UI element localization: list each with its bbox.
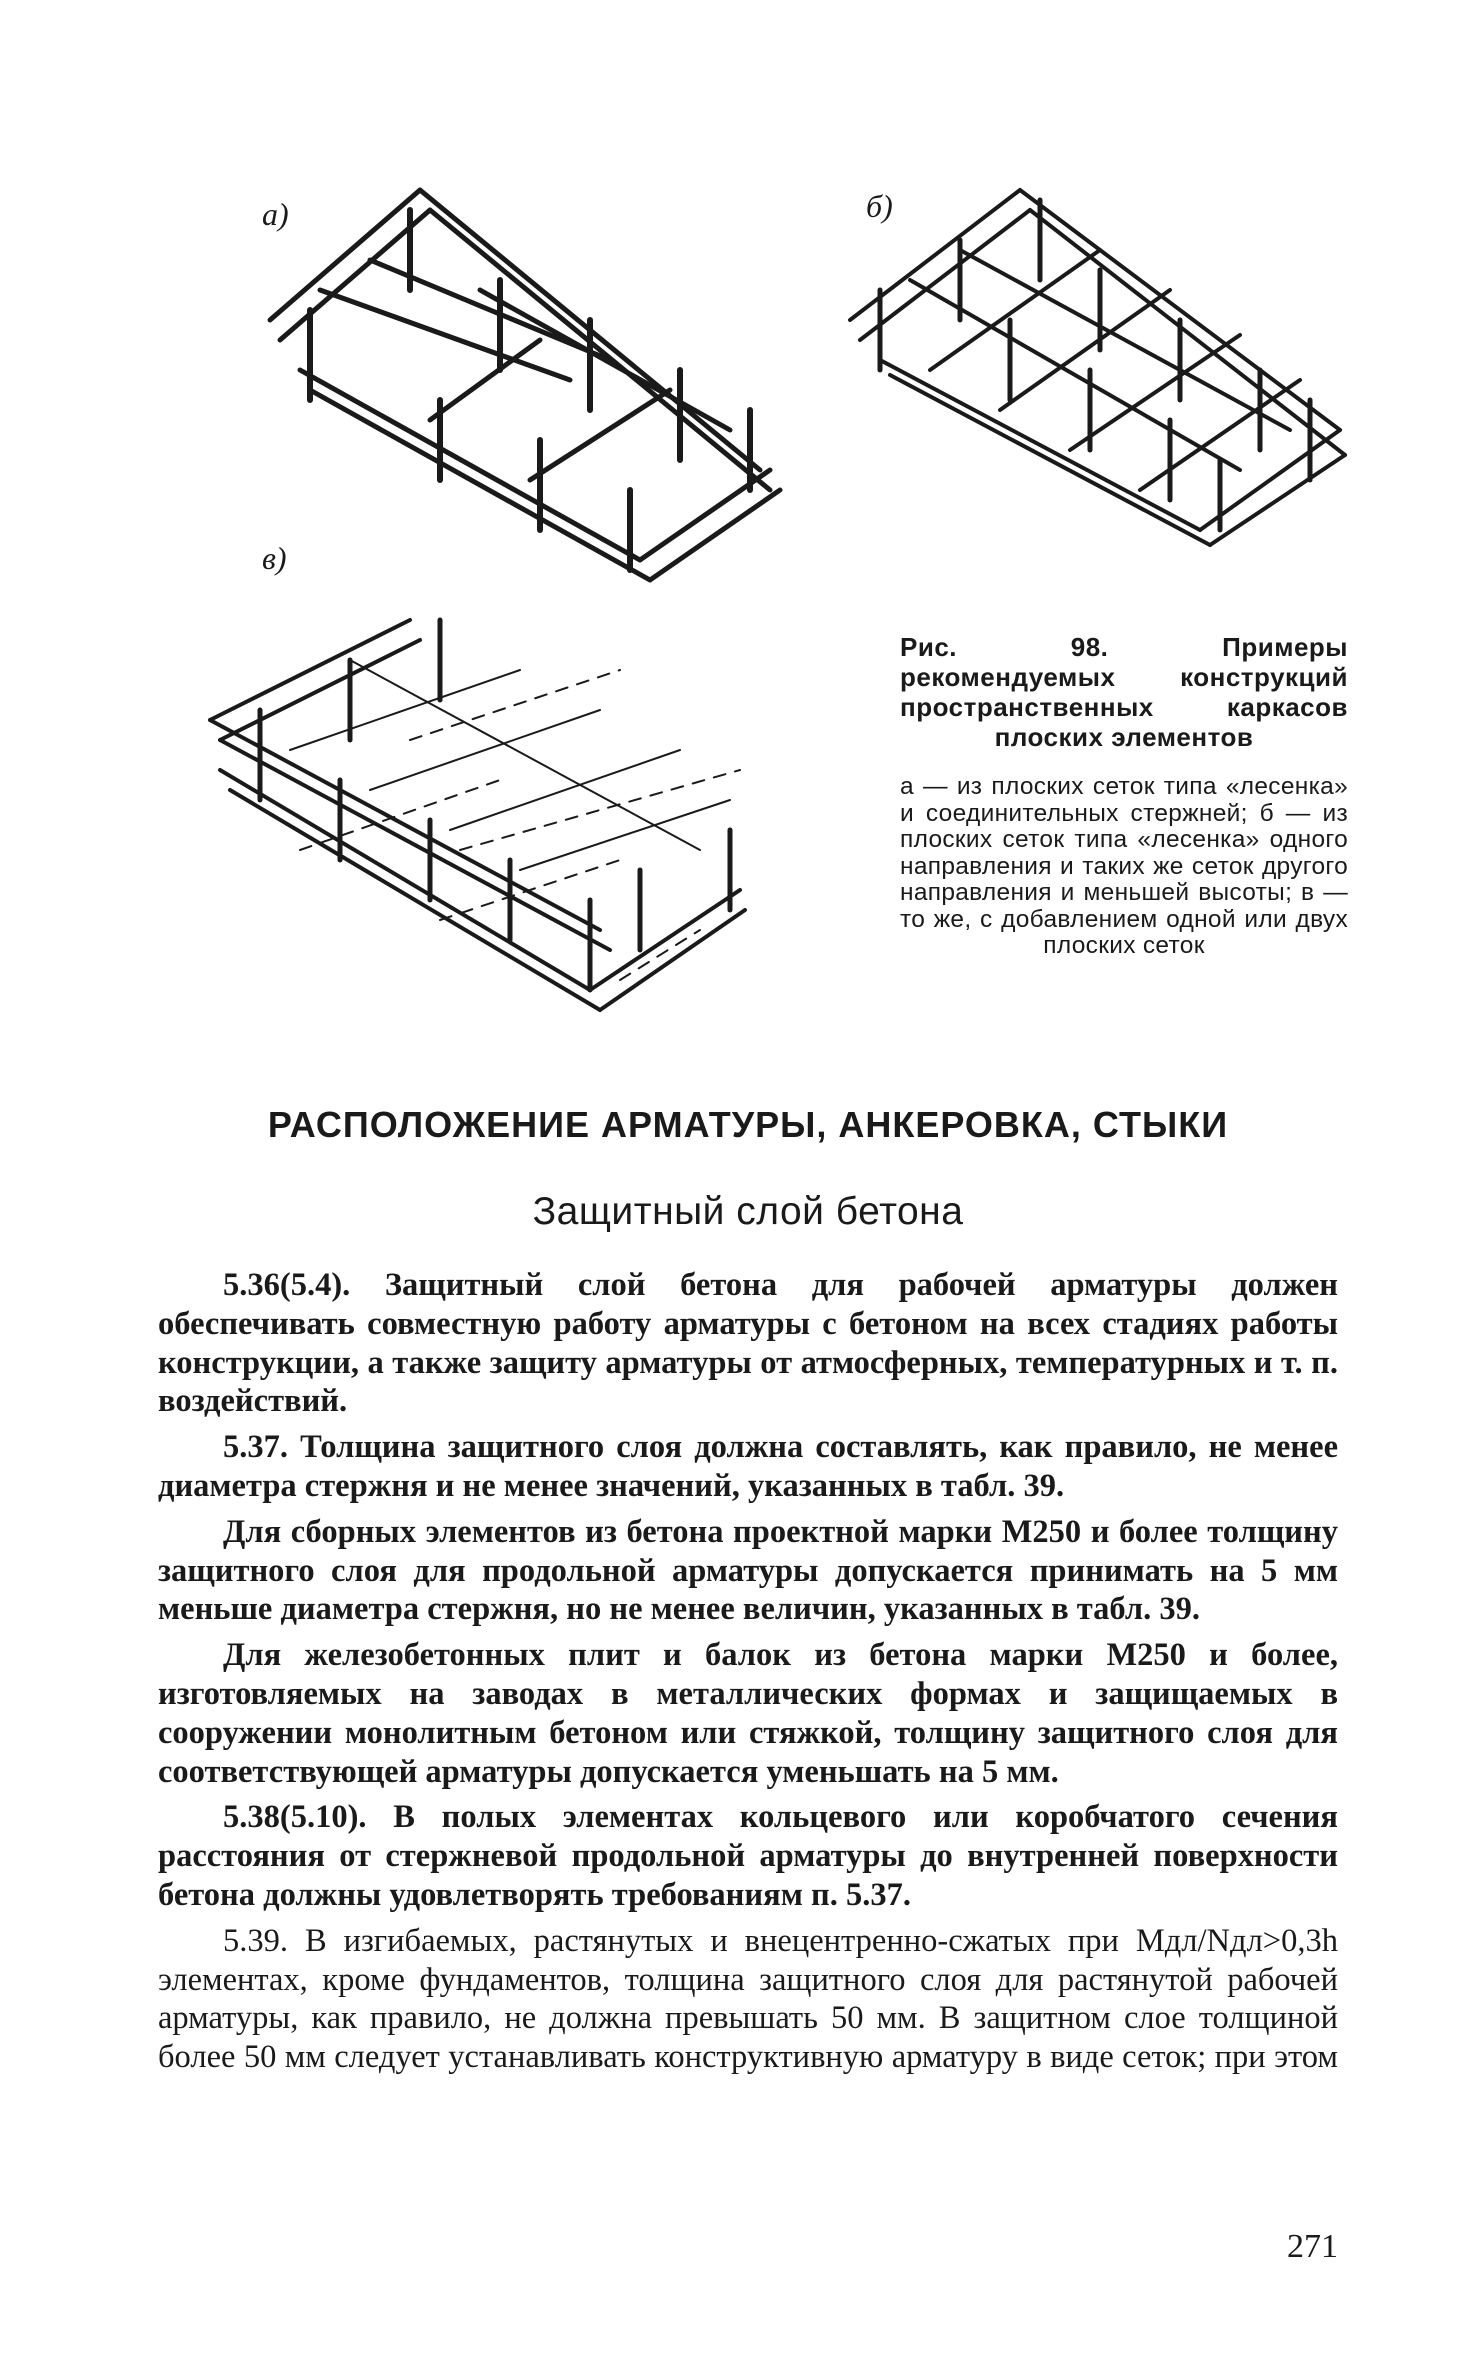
figure-label-c: в): [262, 540, 287, 576]
figure-label-b: б): [866, 188, 893, 224]
paragraph-5-36: 5.36(5.4). Защитный слой бетона для рабочей арматуры должен обеспечивать совместную работу арматуры с бетоном на всех стадиях работы конструкции, а также защиту арматуры от атмосферных, температурных и т. п. воздействий.: [158, 1267, 1338, 1420]
body-text: [158, 1266, 1338, 2084]
paragraph-5-37: 5.37. Толщина защитного слоя должна составлять, как правило, не менее диаметра стержня и не менее значений, указанных в табл. 39.: [158, 1429, 1338, 1504]
paragraph-prefab-elements: Для сборных элементов из бетона проектной марки М250 и более толщину защитного слоя для продольной арматуры допускается принимать на 5 мм меньше диаметра стержня, но не менее величин, указанных в табл. 39.: [158, 1513, 1338, 1628]
paragraph-5-39: 5.39. В изгибаемых, растянутых и внецентренно-сжатых при Mдл/Nдл>0,3h элементах, кроме фундаментов, толщина защитного слоя для растянутой рабочей арматуры, как правило, не должна превышать 50 мм. В защитном слое толщиной более 50 мм следует устанавливать конструктивную арматуру в виде сеток; при этом: [158, 1922, 1338, 2076]
figure-caption-title: Рис. 98. Примеры рекомендуемых конструкций пространственных каркасов плоских элементов: [900, 632, 1348, 752]
reinforcement-cage-drawing-b: [840, 170, 1350, 550]
section-heading: РАСПОЛОЖЕНИЕ АРМАТУРЫ, АНКЕРОВКА, СТЫКИ: [267, 1104, 1229, 1145]
figure-caption-body: а — из плоских сеток типа «лесенка» и соединительных стержней; б — из плоских сеток типа «лесенка» одного направления и таких же сеток другого направления и меньшей высоты; в — то же, с добавлением одной или двух плоских сеток: [900, 773, 1348, 959]
figure-label-a: а): [262, 196, 289, 232]
page-number: 271: [1287, 2228, 1338, 2265]
subsection-heading: Защитный слой бетона: [532, 1190, 964, 1233]
paragraph-slabs-beams: Для железобетонных плит и балок из бетона марки М250 и более, изготовляемых на заводах в металлических формах и защищаемых в сооружении монолитным бетоном или стяжкой, толщину защитного слоя для соответствующей арматуры допускается уменьшать на 5 мм.: [158, 1637, 1338, 1790]
figure-caption: [900, 632, 1348, 960]
reinforcement-cage-drawing-c: [200, 600, 760, 1020]
reinforcement-cage-drawing-a: [250, 170, 810, 590]
paragraph-5-38: 5.38(5.10). В полых элементах кольцевого или коробчатого сечения расстояния от стержневой продольной арматуры до внутренней поверхности бетона должны удовлетворять требованиям п. 5.37.: [158, 1799, 1338, 1913]
